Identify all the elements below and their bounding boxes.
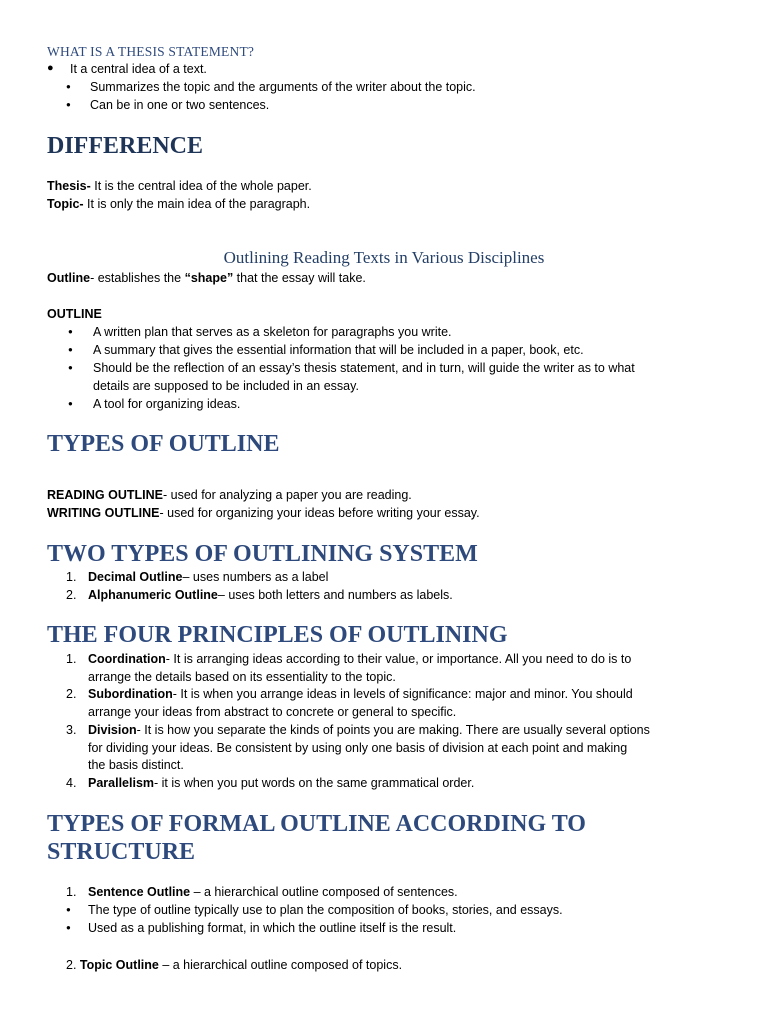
difference-heading: DIFFERENCE: [47, 133, 204, 159]
thesis-text: It is the central idea of the whole paper.: [90, 179, 312, 193]
principle-3-cont-2: the basis distinct.: [88, 758, 184, 772]
topic-definition: [47, 195, 310, 213]
reading-label: READING OUTLINE: [47, 488, 163, 502]
writing-text: - used for organizing your ideas before writing your essay.: [159, 506, 480, 520]
topic-outline-text: – a hierarchical outline composed of topics.: [158, 958, 403, 972]
formal-bullet-2: Used as a publishing format, in which the outline itself is the result.: [88, 921, 457, 935]
thesis-heading: WHAT IS A THESIS STATEMENT?: [47, 44, 255, 59]
outline-bullet-1: A written plan that serves as a skeleton for paragraphs you write.: [93, 325, 452, 339]
formal-bullet-1: The type of outline typically use to plan the composition of books, stories, and essays.: [88, 903, 563, 917]
bullet-icon: ●: [66, 905, 71, 914]
system-heading: TWO TYPES OF OUTLINING SYSTEM: [47, 541, 478, 567]
principle-3-text: - It is how you separate the kinds of points you are making. There are usually several options: [136, 723, 650, 737]
sentence-outline-label: Sentence Outline: [88, 885, 191, 899]
system-item-2-text: – uses both letters and numbers as labels.: [217, 588, 453, 602]
outline-def-post: that the essay will take.: [233, 271, 366, 285]
bullet-icon: ●: [68, 345, 73, 354]
principle-2-cont: arrange your ideas from abstract to concrete or general to specific.: [88, 705, 457, 719]
principle-1-cont: arrange the details based on its essentiality to the topic.: [88, 670, 396, 684]
outline-bullet-2: A summary that gives the essential information that will be included in a paper, book, etc.: [93, 343, 584, 357]
list-number: 1.: [66, 885, 77, 899]
formal-heading-line-2: STRUCTURE: [47, 839, 196, 865]
outline-bullet-4: A tool for organizing ideas.: [93, 397, 241, 411]
outline-bullet-3b: details are supposed to be included in an essay.: [93, 379, 359, 393]
outline-bullet-3a: Should be the reflection of an essay’s thesis statement, and in turn, will guide the writer as to what: [93, 361, 635, 375]
topic-outline-label: Topic Outline: [79, 958, 159, 972]
list-number: 1.: [66, 652, 77, 666]
outlining-heading: Outlining Reading Texts in Various Disciplines: [223, 248, 545, 267]
topic-outline-number: 2.: [66, 958, 77, 972]
bullet-icon: ●: [68, 399, 73, 408]
topic-label: Topic-: [47, 197, 84, 211]
sentence-outline-text: – a hierarchical outline composed of sentences.: [190, 885, 458, 899]
list-number: 4.: [66, 776, 77, 790]
outline-definition: [47, 269, 366, 287]
types-heading: TYPES OF OUTLINE: [47, 431, 280, 457]
system-item-1-label: Decimal Outline: [88, 570, 183, 584]
topic-outline: [66, 956, 402, 974]
bullet-icon: ●: [68, 363, 73, 372]
principles-heading: THE FOUR PRINCIPLES OF OUTLINING: [47, 622, 508, 648]
outline-def-pre: - establishes the: [90, 271, 185, 285]
thesis-bullet-3: Can be in one or two sentences.: [90, 98, 270, 112]
thesis-label: Thesis-: [47, 179, 91, 193]
bullet-icon: ●: [66, 82, 71, 91]
system-item-2: [88, 586, 453, 604]
principle-3-cont-1: for dividing your ideas. Be consistent by using only one basis of division at each point and making: [88, 741, 628, 755]
outline-def-shape: “shape”: [184, 271, 234, 285]
outline-label: Outline: [47, 271, 91, 285]
principle-3-label: Division: [88, 723, 137, 737]
principle-3: [88, 721, 650, 739]
writing-label: WRITING OUTLINE: [47, 506, 160, 520]
list-number: 2.: [66, 687, 77, 701]
bullet-icon: ●: [68, 327, 73, 336]
writing-outline: [47, 504, 480, 522]
reading-outline: [47, 486, 412, 504]
principle-4-text: - it is when you put words on the same grammatical order.: [154, 776, 475, 790]
topic-text: It is only the main idea of the paragraph.: [83, 197, 311, 211]
thesis-bullet-2: Summarizes the topic and the arguments of the writer about the topic.: [90, 80, 476, 94]
thesis-bullet-1: It a central idea of a text.: [70, 62, 207, 76]
thesis-definition: [47, 177, 312, 195]
bullet-icon: ●: [66, 923, 71, 932]
list-number: 3.: [66, 723, 77, 737]
system-item-1-text: – uses numbers as a label: [182, 570, 329, 584]
principle-2-text: - It is when you arrange ideas in levels of significance: major and minor. You should: [172, 687, 633, 701]
bullet-icon: ●: [47, 62, 54, 74]
sentence-outline: [88, 883, 458, 901]
bullet-icon: ●: [66, 100, 71, 109]
principle-4: [88, 774, 474, 792]
principle-1-text: - It is arranging ideas according to their value, or importance. All you need to do is to: [165, 652, 632, 666]
principle-2-label: Subordination: [88, 687, 173, 701]
principle-1-label: Coordination: [88, 652, 166, 666]
principle-1: [88, 650, 631, 668]
formal-heading-line-1: TYPES OF FORMAL OUTLINE ACCORDING TO: [47, 811, 586, 837]
principle-2: [88, 685, 633, 703]
list-number: 1.: [66, 570, 77, 584]
system-item-2-label: Alphanumeric Outline: [88, 588, 218, 602]
reading-text: - used for analyzing a paper you are reading.: [162, 488, 412, 502]
list-number: 2.: [66, 588, 77, 602]
outline-subheading: OUTLINE: [47, 307, 102, 321]
system-item-1: [88, 568, 328, 586]
principle-4-label: Parallelism: [88, 776, 155, 790]
